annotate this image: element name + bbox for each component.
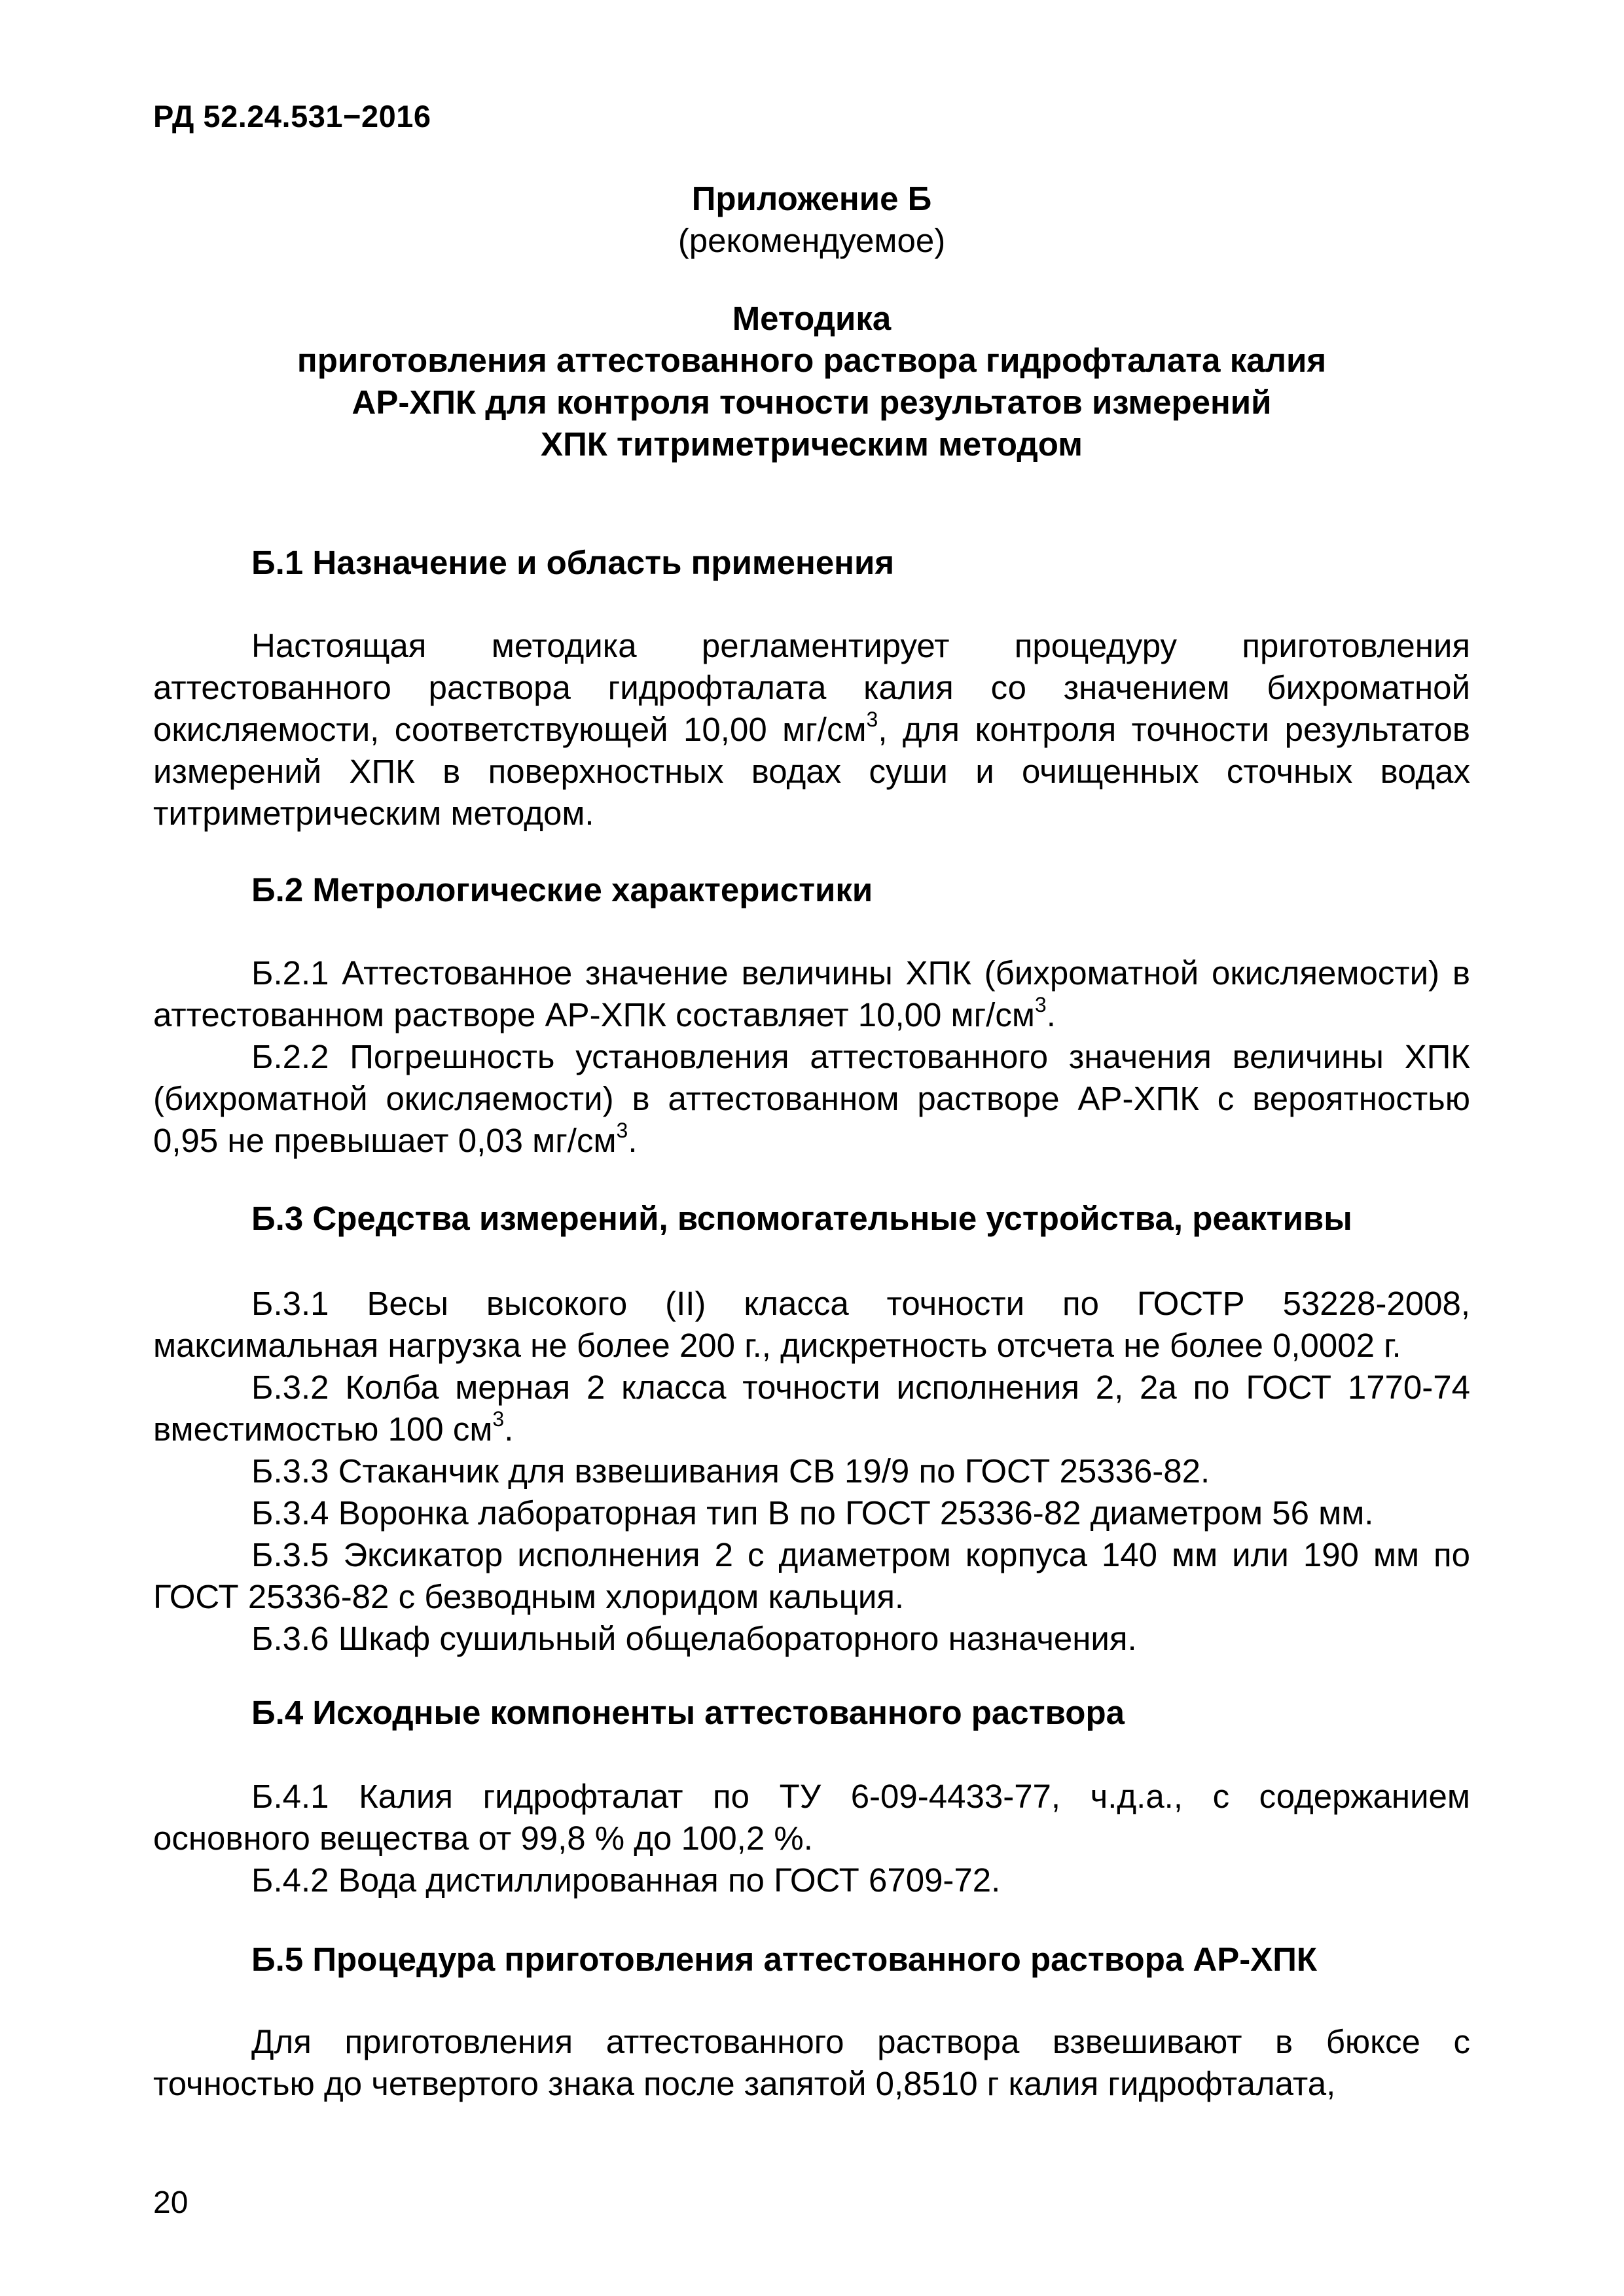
paragraph-text: Б.2.1 Аттестованное значение величины ХПК (бихроматной окисляемости) в аттестованном растворе АР-ХПК составляет 10,00 мг/см — [153, 954, 1470, 1033]
section-heading-b5: Б.5 Процедура приготовления аттестованного раствора АР-ХПК — [251, 1941, 1318, 1978]
method-title-line: АР-ХПК для контроля точности результатов измерений — [352, 384, 1272, 421]
section-heading-b1: Б.1 Назначение и область применения — [251, 544, 895, 581]
paragraph: Б.3.6 Шкаф сушильный общелабораторного назначения. — [251, 1620, 1137, 1657]
paragraph-text: . — [504, 1410, 514, 1448]
paragraph: Б.3.3 Стаканчик для взвешивания СВ 19/9 по ГОСТ 25336-82. — [251, 1452, 1210, 1490]
superscript: 3 — [1034, 993, 1047, 1016]
paragraph-text: . — [1046, 996, 1056, 1033]
method-title — [153, 298, 1470, 465]
page-number: 20 — [153, 2185, 189, 2220]
paragraph-text: Б.3.2 Колба мерная 2 класса точности исполнения 2, 2а по ГОСТ 1770-74 вместимостью 100 см — [153, 1369, 1470, 1448]
appendix-note: (рекомендуемое) — [677, 222, 946, 259]
section-b5-body — [153, 2021, 1470, 2105]
paragraph: Б.3.1 Весы высокого (II) класса точности по ГОСТР 53228-2008, максимальная нагрузка не более 200 г., дискретность отсчета не более 0,0002 г. — [153, 1285, 1470, 1364]
superscript: 3 — [492, 1407, 505, 1431]
superscript: 3 — [616, 1119, 628, 1142]
section-heading-b2: Б.2 Метрологические характеристики — [251, 871, 873, 908]
paragraph-text: . — [628, 1122, 638, 1159]
section-b2-body — [153, 952, 1470, 1162]
method-title-line: ХПК титриметрическим методом — [541, 425, 1083, 463]
paragraph-text: , для контроля точности результатов измерений ХПК в поверхностных водах суши и очищенных сточных водах титриметрическим методом. — [153, 711, 1470, 832]
section-b3-body — [153, 1283, 1470, 1660]
paragraph: Б.4.1 Калия гидрофталат по ТУ 6-09-4433-77, ч.д.а., с содержанием основного вещества от 99,8 % до 100,2 %. — [153, 1778, 1470, 1857]
paragraph — [153, 1036, 1470, 1162]
paragraph — [153, 625, 1470, 834]
doc-code: РД 52.24.531−2016 — [153, 99, 431, 134]
section-heading-b3: Б.3 Средства измерений, вспомогательные устройства, реактивы — [251, 1200, 1352, 1237]
method-title-line: Методика — [732, 300, 892, 337]
paragraph: Б.3.4 Воронка лабораторная тип В по ГОСТ 25336-82 диаметром 56 мм. — [251, 1494, 1374, 1532]
section-b1-body — [153, 625, 1470, 834]
paragraph: Б.4.2 Вода дистиллированная по ГОСТ 6709-72. — [251, 1861, 1001, 1899]
superscript: 3 — [866, 708, 878, 731]
paragraph: Для приготовления аттестованного раствора взвешивают в бюксе с точностью до четвертого знака после запятой 0,8510 г калия гидрофталата, — [153, 2023, 1470, 2102]
appendix-title: Приложение Б — [691, 180, 932, 217]
paragraph-text: Настоящая методика регламентирует процедуру приготовления аттестованного раствора гидрофталата калия со значением бихроматной окисляемости, соответствующей 10,00 мг/см — [153, 627, 1470, 748]
paragraph: Б.3.5 Эксикатор исполнения 2 с диаметром корпуса 140 мм или 190 мм по ГОСТ 25336-82 с безводным хлоридом кальция. — [153, 1536, 1470, 1615]
section-b4-body — [153, 1776, 1470, 1901]
section-heading-b4: Б.4 Исходные компоненты аттестованного раствора — [251, 1694, 1125, 1731]
paragraph — [153, 952, 1470, 1036]
method-title-line: приготовления аттестованного раствора гидрофталата калия — [297, 342, 1327, 379]
paragraph — [153, 1367, 1470, 1450]
paragraph-text: Б.2.2 Погрешность установления аттестованного значения величины ХПК (бихроматной окисляемости) в аттестованном растворе АР-ХПК с вероятностью 0,95 не превышает 0,03 мг/см — [153, 1038, 1470, 1159]
